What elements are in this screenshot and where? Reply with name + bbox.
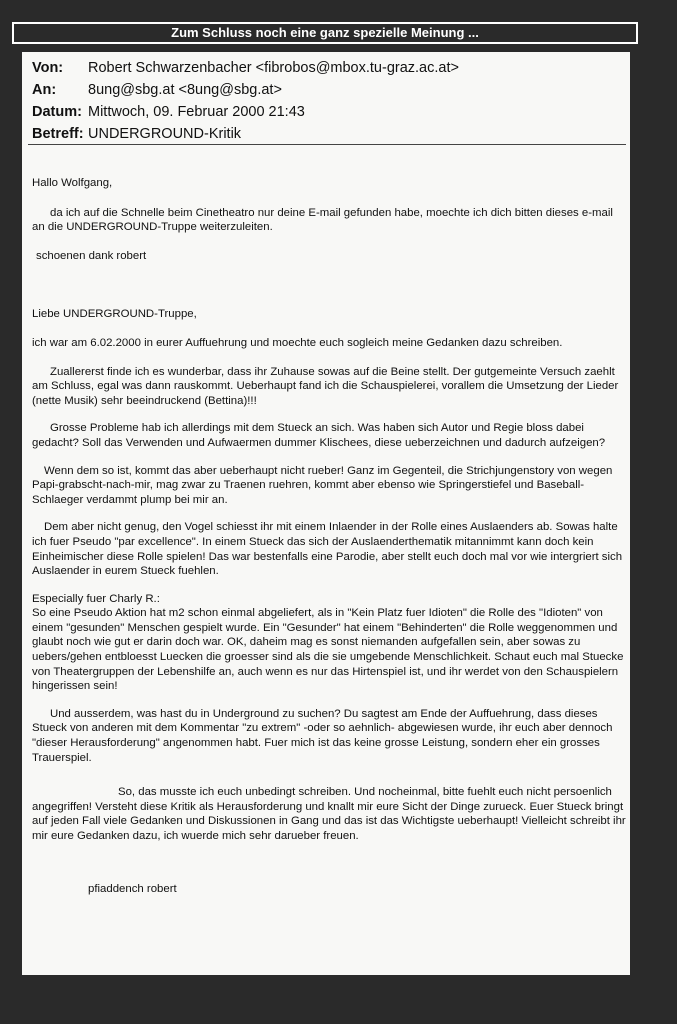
email-printout bbox=[22, 52, 630, 975]
date-label: Datum: bbox=[32, 104, 82, 120]
paragraph-charly: So eine Pseudo Aktion hat m2 schon einmal abgeliefert, als in "Kein Platz fuer Idioten" die Rolle des "Idioten" von einem "gesunden" Menschen gespielt wurde. Ein "Gesunder" hat einem "Behinderten" die Rolle weggenommen und glaubt noch wie gut er darin doch war. OK, daheim mag es sonst niemanden aufgefallen sein, aber sowas zu uebers/gehen entbloesst Luecken die groesser sind als die sie umgebende Menschlichkeit. Schaut euch mal Stuecke von Theatergruppen der Lebenshilfe an, auch wenn es nur das Hirtenspiel ist, und ihr werdet von den Schauspielern hingerissen sein! bbox=[32, 607, 624, 693]
email-header bbox=[22, 60, 630, 148]
charly-heading: Especially fuer Charly R.: bbox=[32, 592, 160, 605]
subject-label: Betreff: bbox=[32, 126, 84, 142]
paragraph-casting: Dem aber nicht genug, den Vogel schiesst ihr mit einem Inlaender in der Rolle eines Auslaenders ab. Sowas halte ich fuer Pseudo "par excellence". In einem Stueck das sich der Auslaenderthematik mitannimmt kann doch kein Einheimischer diese Rolle spielen! Das war bestenfalls eine Parodie, aber stellt euch doch mal vor wie intergriert sich Auslaender in eurem Stueck fuehlen. bbox=[32, 521, 623, 578]
from-row bbox=[22, 60, 630, 82]
from-value: Robert Schwarzenbacher <fibrobos@mbox.tu-graz.ac.at> bbox=[88, 60, 459, 76]
page-title: Zum Schluss noch eine ganz spezielle Meinung ... bbox=[12, 22, 638, 44]
to-row bbox=[22, 82, 630, 104]
from-label: Von: bbox=[32, 60, 64, 76]
greeting-wolfgang: Hallo Wolfgang, bbox=[32, 177, 113, 189]
email-body bbox=[32, 176, 628, 896]
date-row bbox=[22, 104, 630, 126]
greeting-underground: Liebe UNDERGROUND-Truppe, bbox=[32, 308, 197, 321]
to-label: An: bbox=[32, 82, 57, 98]
to-value: 8ung@sbg.at <8ung@sbg.at> bbox=[88, 82, 282, 98]
date-value: Mittwoch, 09. Februar 2000 21:43 bbox=[88, 104, 305, 120]
paragraph-forward-request: da ich auf die Schnelle beim Cinetheatro nur deine E-mail gefunden habe, moechte ich dich bitten dieses e-mail an die UNDERGROUND-Truppe weiterzuleiten. bbox=[32, 206, 613, 234]
signoff: pfiaddench robert bbox=[88, 882, 177, 895]
thanks-line: schoenen dank robert bbox=[36, 249, 147, 262]
paragraph-cliches: Wenn dem so ist, kommt das aber ueberhaupt nicht rueber! Ganz im Gegenteil, die Strichjungenstory von wegen Papi-grabscht-nach-mir, mag zwar zu Traenen ruehren, kommt aber ebenso wie Springerstiefel und Baseball-Schlaeger verdammt plump bei mir an. bbox=[32, 464, 613, 506]
subject-value: UNDERGROUND-Kritik bbox=[88, 126, 242, 142]
paragraph-underground: Und ausserdem, was hast du in Underground zu suchen? Du sagtest am Ende der Auffuehrung, dass dieses Stueck von anderen mit dem Kommentar "zu extrem" -oder so aehnlich- abgewiesen wurde, ihr euch aber dennoch "dieser Herausforderung" angenommen habt. Fuer mich ist das keine grosse Leistung, sondern eher ein grosses Trauerspiel. bbox=[32, 707, 613, 764]
paragraph-intro: ich war am 6.02.2000 in eurer Auffuehrung und moechte euch sogleich meine Gedanken dazu schreiben. bbox=[32, 336, 563, 349]
paragraph-closing: So, das musste ich euch unbedingt schreiben. Und nocheinmal, bitte fuehlt euch nicht persoenlich angegriffen! Versteht diese Kritik als Herausforderung und knallt mir eure Sicht der Dinge zurueck. Euer Stueck bringt auf jeden Fall viele Gedanken und Diskussionen in Gang und das ist das Wichtigste ueberhaupt! Vielleicht schreibt ihr mir eure Gedanken dazu, ich wuerde mich sehr darueber freuen. bbox=[32, 786, 626, 842]
paragraph-praise: Zuallererst finde ich es wunderbar, dass ihr Zuhause sowas auf die Beine stellt. Der gutgemeinte Versuch zaehlt am Schluss, egal was dann rauskommt. Ueberhaupt fand ich die Schauspielerei, vorallem die Umsetzung der Lieder (nette Musik) sehr beeindruckend (Bettina)!!! bbox=[32, 365, 619, 407]
header-divider bbox=[28, 144, 626, 145]
paragraph-problems: Grosse Probleme hab ich allerdings mit dem Stueck an sich. Was haben sich Autor und Regie bloss dabei gedacht? Soll das Verwenden und Aufwaermen dummer Klischees, diese ueberzeichnen und dadurch aufzeigen? bbox=[32, 422, 606, 449]
